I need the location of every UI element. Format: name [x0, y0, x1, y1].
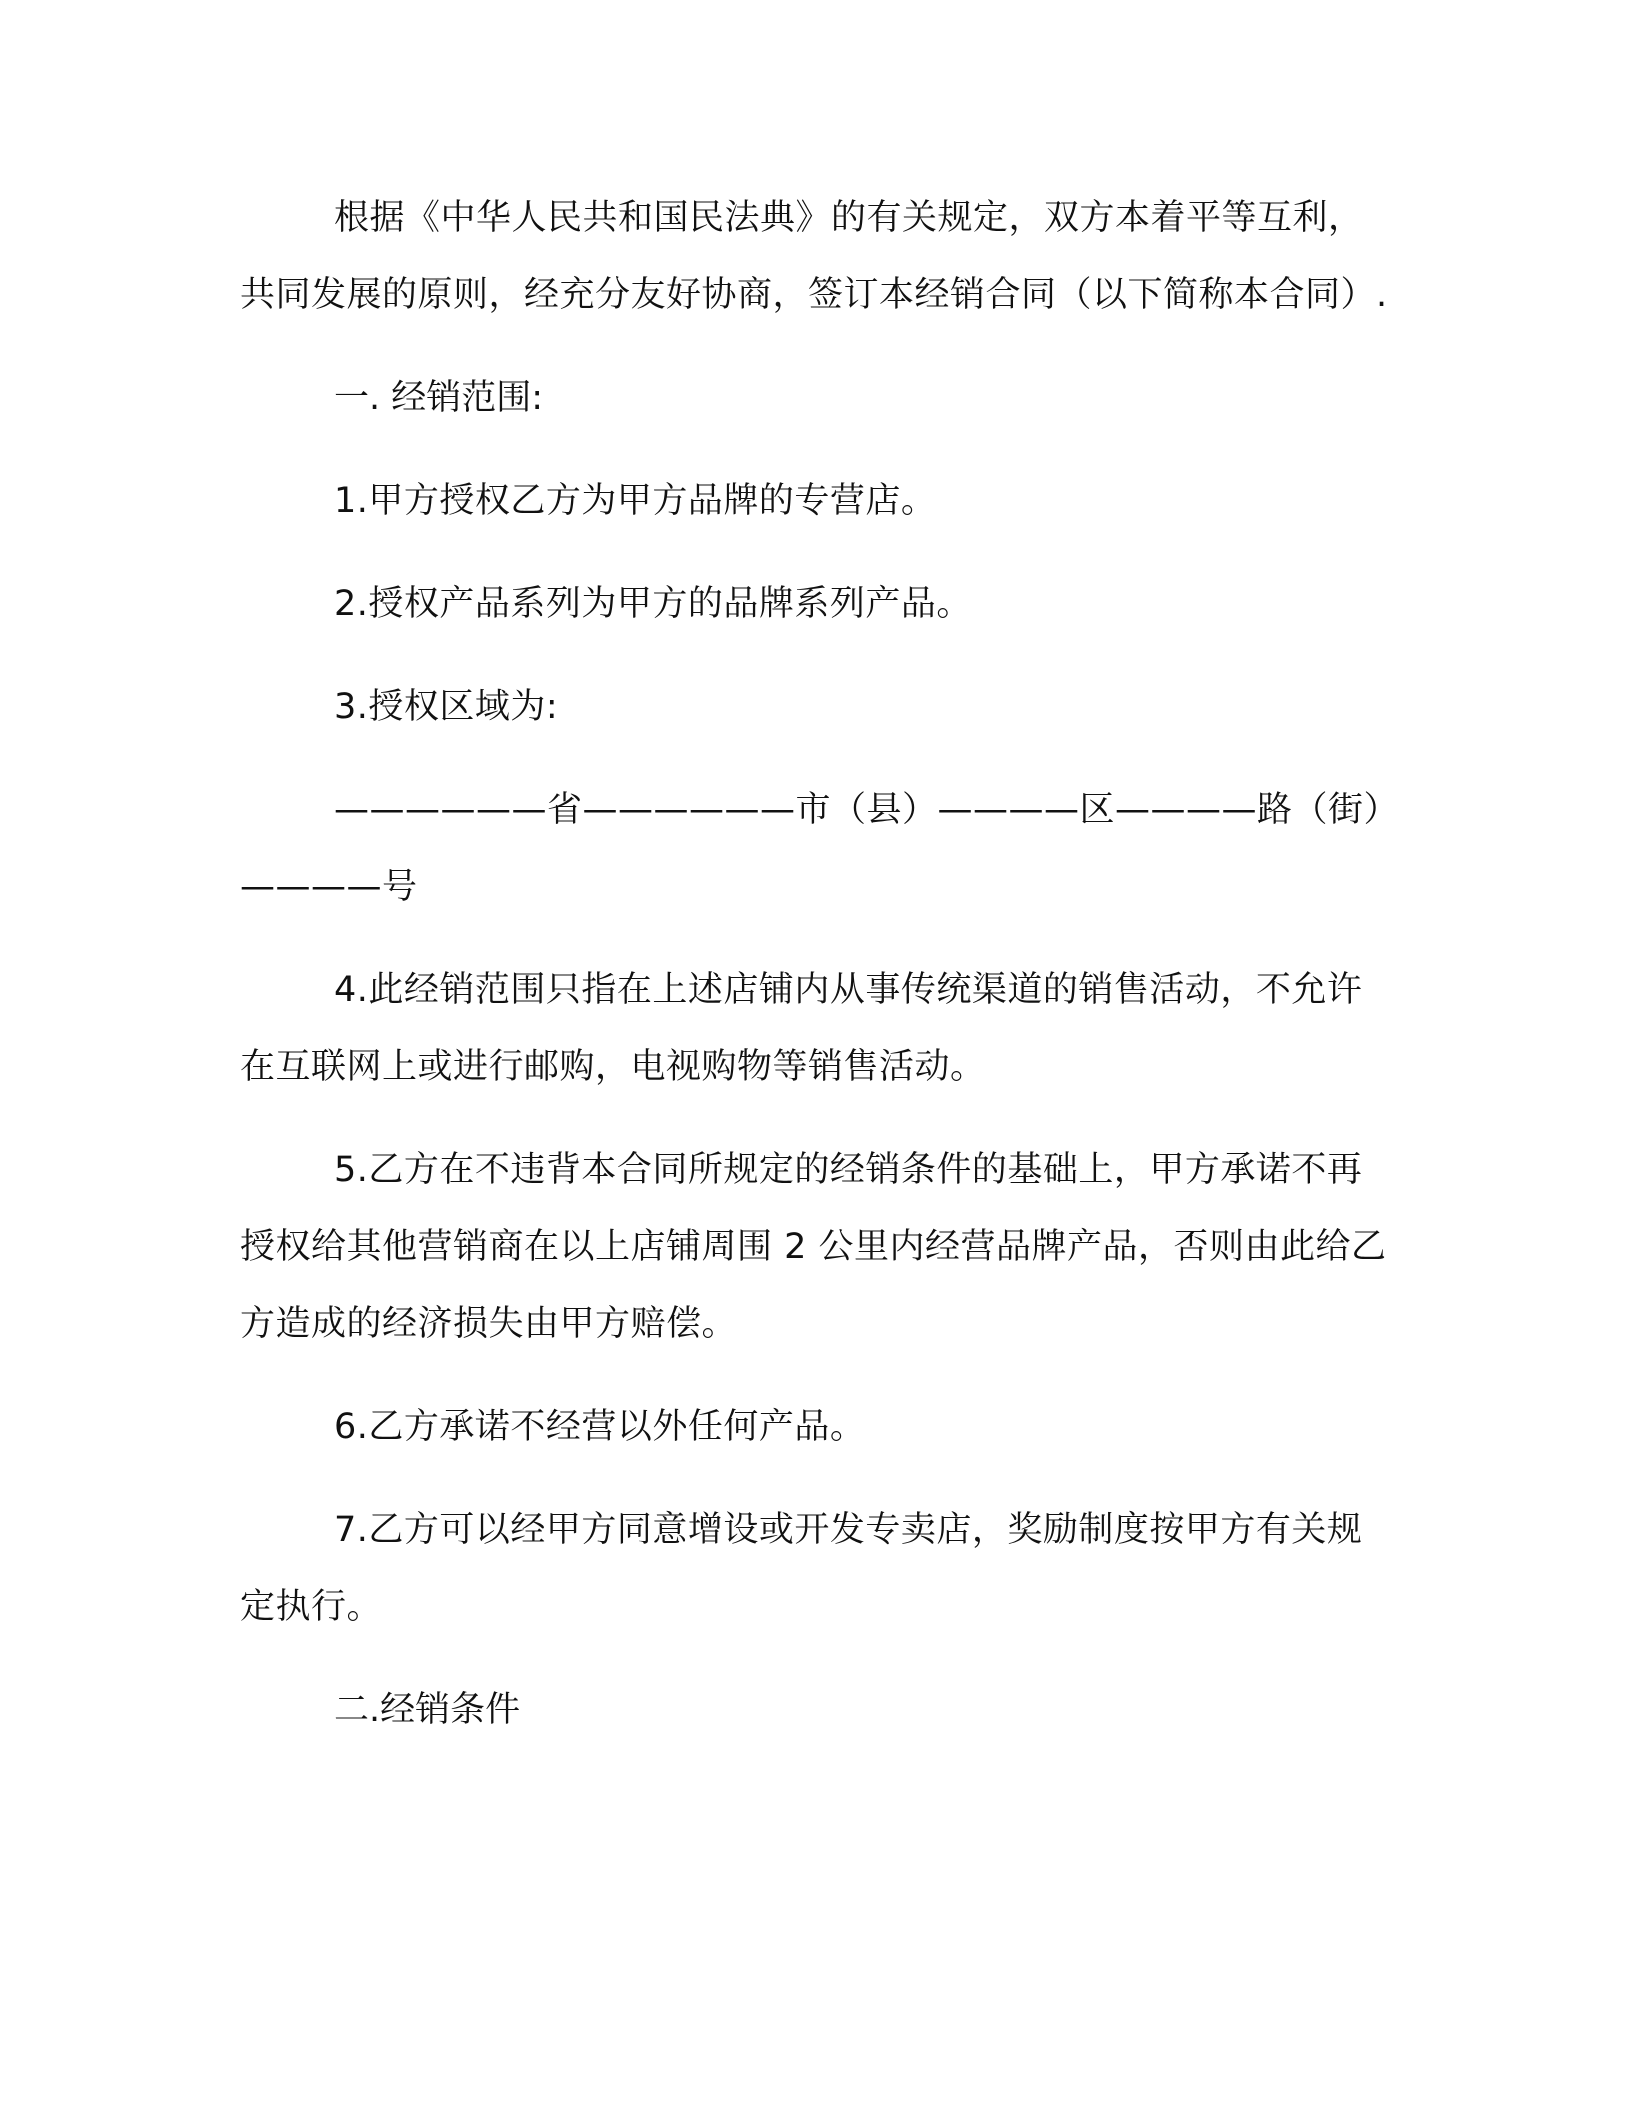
- clause-6: 6.乙方承诺不经营以外任何产品。: [334, 1407, 866, 1447]
- clause-7: 7.乙方可以经甲方同意增设或开发专卖店，奖励制度按甲方有关规定执行。: [240, 1510, 1363, 1627]
- intro-paragraph: 根据《中华人民共和国民法典》的有关规定，双方本着平等互利，共同发展的原则，经充分友好协商，签订本经销合同（以下简称本合同）.: [240, 198, 1388, 315]
- clause-4: 4.此经销范围只指在上述店铺内从事传统渠道的销售活动，不允许在互联网上或进行邮购，电视购物等销售活动。: [240, 970, 1363, 1087]
- section-heading-conditions: 二.经销条件: [334, 1690, 521, 1730]
- clause-1: 1.甲方授权乙方为甲方品牌的专营店。: [334, 481, 937, 521]
- clause-2: 2.授权产品系列为甲方的品牌系列产品。: [334, 584, 972, 624]
- clause-5: 5.乙方在不违背本合同所规定的经销条件的基础上，甲方承诺不再授权给其他营销商在以上店铺周围 2 公里内经营品牌产品，否则由此给乙方造成的经济损失由甲方赔偿。: [240, 1150, 1387, 1344]
- document-page: [240, 180, 1390, 1775]
- section-heading-scope: 一. 经销范围:: [334, 378, 544, 418]
- clause-3: 3.授权区域为:: [334, 687, 559, 727]
- address-blank-line: ——————省——————市（县）————区————路（街）————号: [240, 790, 1382, 907]
